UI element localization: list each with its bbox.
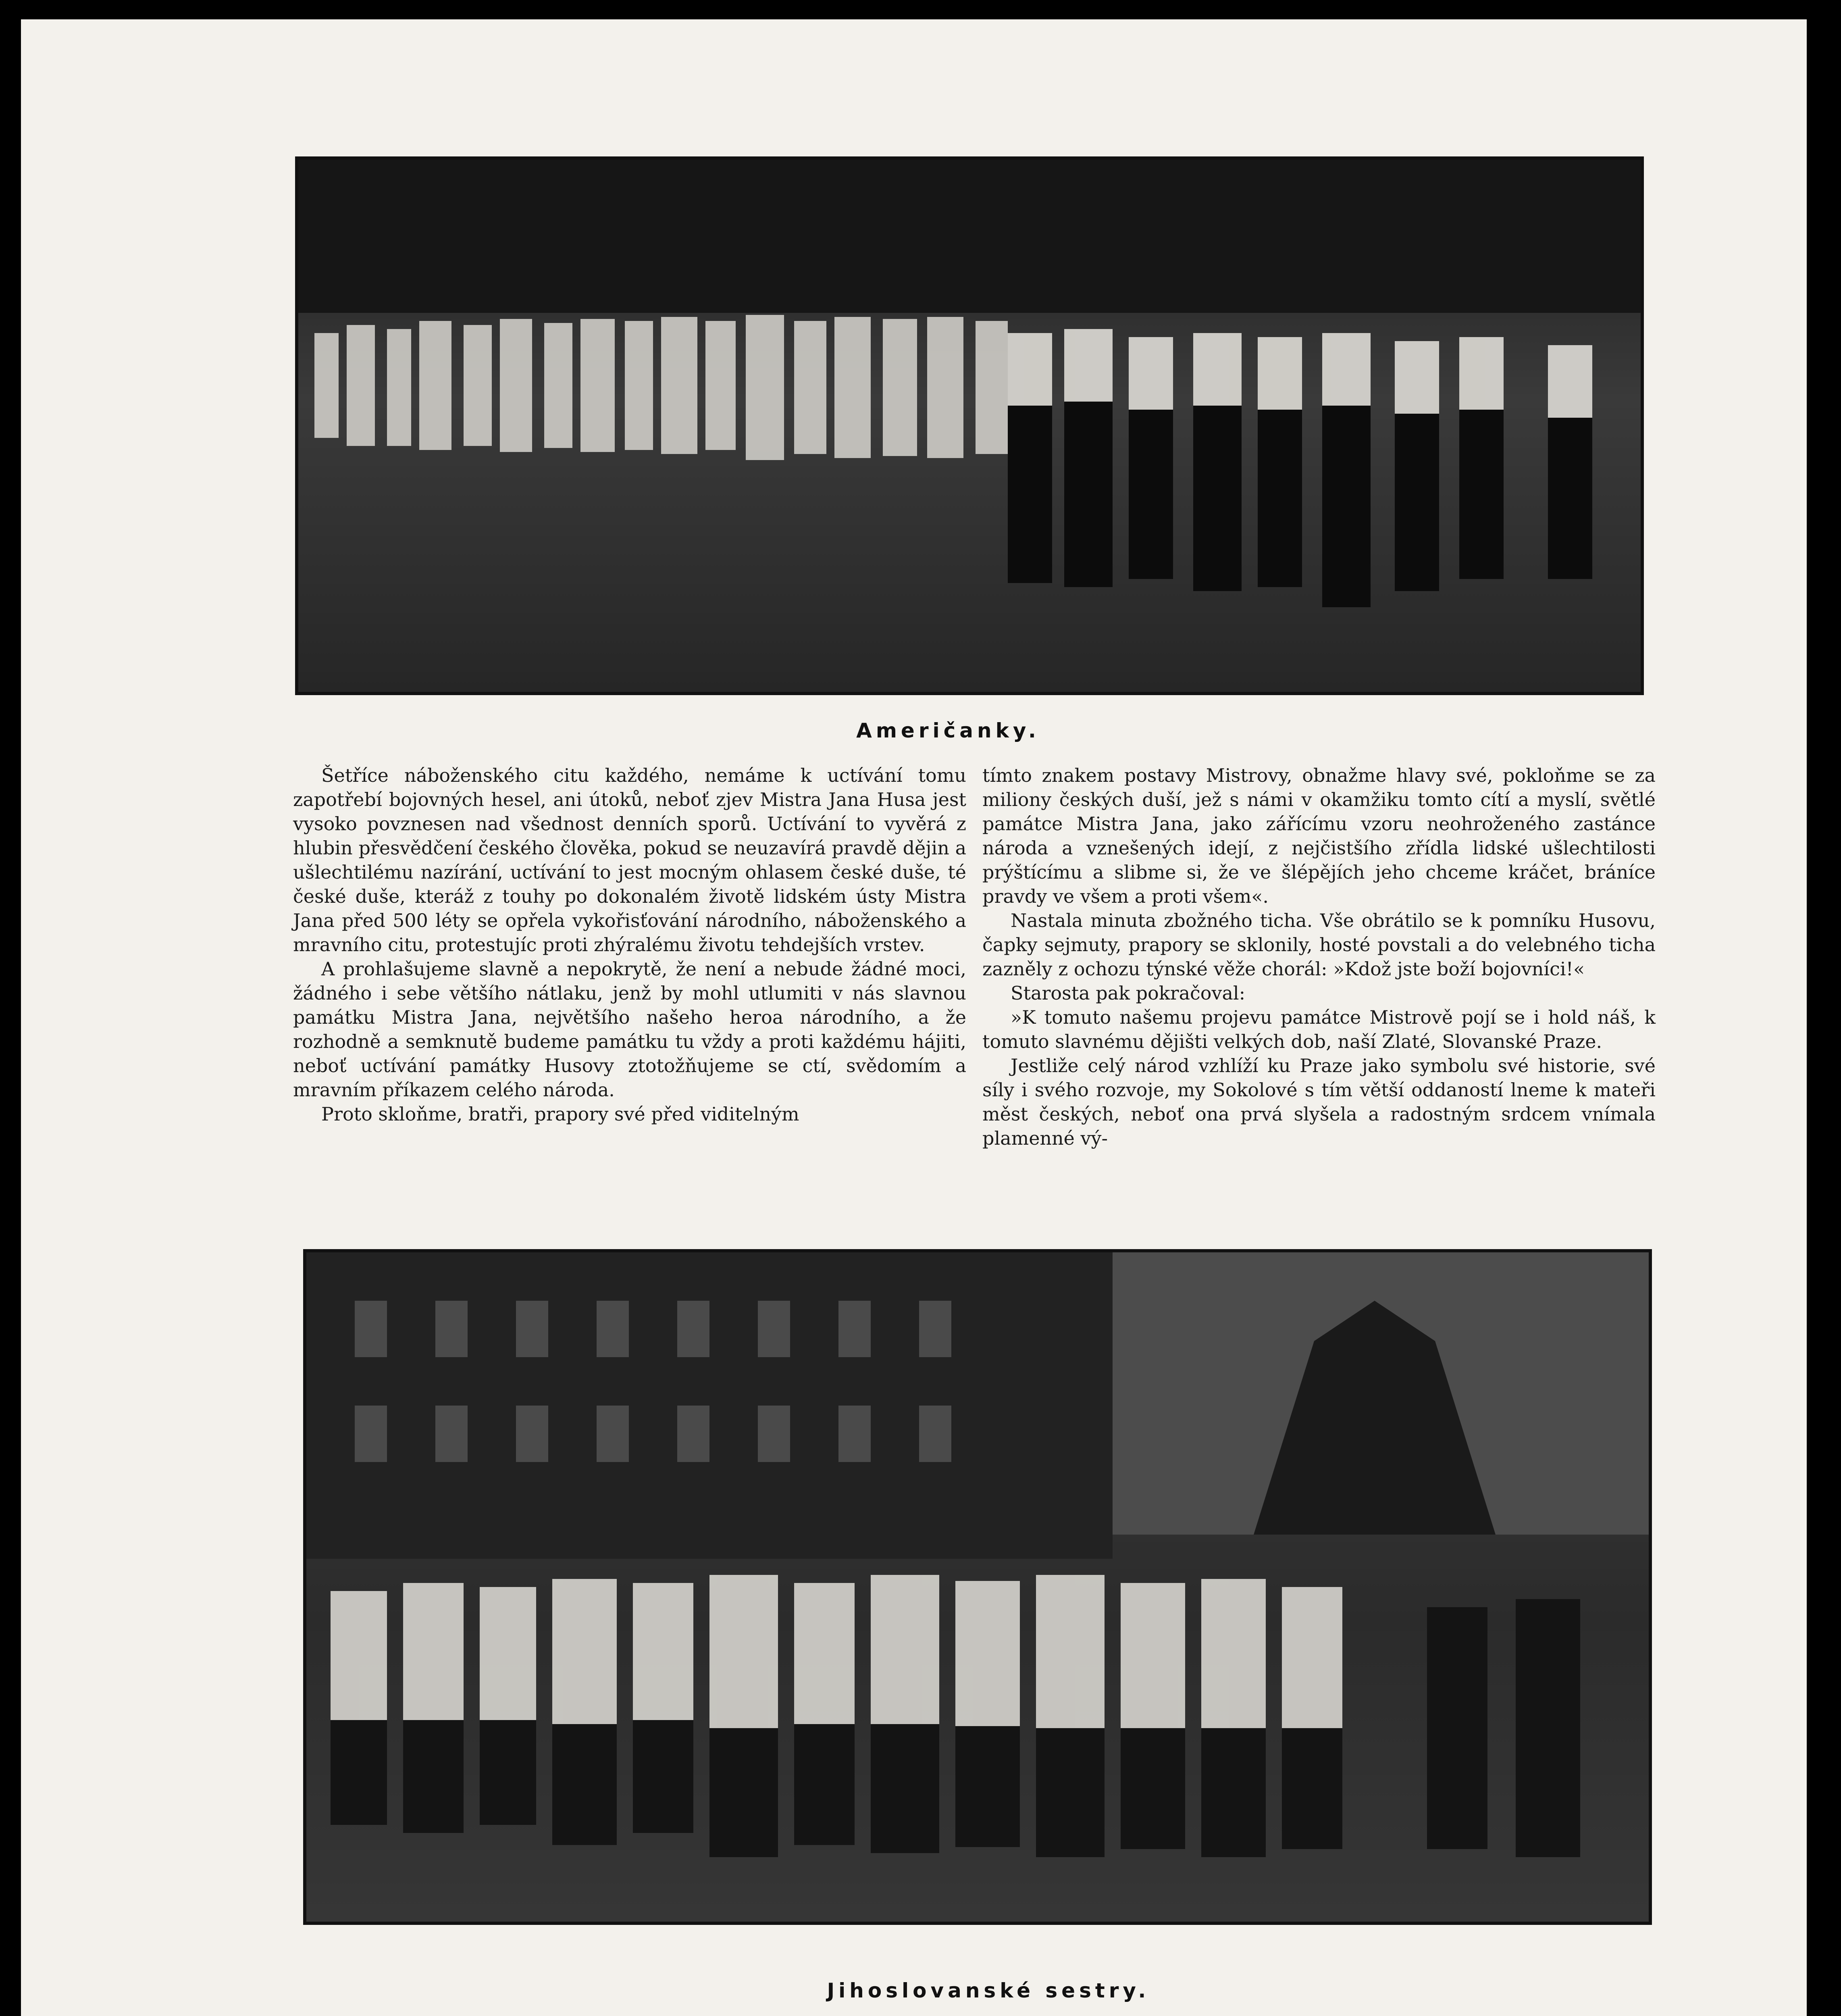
paragraph: Nastala minuta zbožného ticha. Vše obrátilo se k pomníku Husovu, čapky sejmuty, prapory se sklonily, hosté povstali a do velebného ticha zazněly z ochozu týnské věže chorál: »Kdož jste boží bojovníci!« [982, 910, 1656, 980]
parade-photo-image [298, 160, 1641, 692]
paragraph: Starosta pak pokračoval: [1011, 982, 1246, 1004]
magazine-page [21, 19, 1807, 2016]
photo-caption-top: Američanky. [856, 719, 1040, 742]
photo-caption-bottom: Jihoslovanské sestry. [827, 1979, 1150, 2002]
sisters-photo-image [306, 1252, 1649, 1922]
paragraph: A prohlašujeme slavně a nepokrytě, že není a nebude žádné moci, žádného i sebe většího nátlaku, jenž by mohl utlumiti v nás slavnou památku Mistra Jana, největšího našeho heroa národního, a že rozhodně a semknutě budeme památku tu vždy a proti každému hájiti, neboť uctívání památky Husovy ztotožňujeme se ctí, svědomím a mravním příkazem celého národa. [293, 958, 966, 1101]
paragraph: tímto znakem postavy Mistrovy, obnažme hlavy své, pokloňme se za miliony českých duší, jež s námi v okamžiku tomto cítí a myslí, světlé památce Mistra Jana, jako zářícímu vzoru neohroženého zastánce národa a vznešených idejí, z nejčistšího zřídla lidské ušlechtilosti prýštícímu a slibme si, že ve šlépějích jeho chceme kráčet, bráníce pravdy ve všem a proti všem«. [982, 764, 1656, 907]
paragraph: Proto skloňme, bratři, prapory své před viditelným [321, 1103, 799, 1125]
text-column-right [982, 763, 1656, 1150]
photo-american-women-parade [295, 156, 1644, 695]
photo-yugoslav-sisters [303, 1249, 1652, 1925]
paragraph: Jestliže celý národ vzhlíží ku Praze jako symbolu své historie, své síly i svého rozvoje, my Sokolové s tím větší oddaností lneme k mateři měst českých, neboť ona prvá slyšela a radostným srdcem vnímala plamenné vý- [982, 1055, 1656, 1149]
text-column-left [293, 763, 966, 1126]
paragraph: Šetříce náboženského citu každého, nemáme k uctívání tomu zapotřebí bojovných hesel, ani útoků, neboť zjev Mistra Jana Husa jest vysoko povznesen nad všednost denních sporů. Uctívání to vyvěrá z hlubin přesvědčení českého člověka, pokud se neuzavírá pravdě dějin a ušlechtilému nazírání, uctívání to jest mocným ohlasem české duše, té české duše, kteráž z touhy po dokonalém životě lidském ústy Mistra Jana před 500 léty se opřela vykořisťování národního, náboženského a mravního citu, protestujíc proti zhýralému životu tehdejších vrstev. [293, 764, 966, 956]
paragraph: »K tomuto našemu projevu památce Mistrově pojí se i hold náš, k tomuto slavnému dějišti velkých dob, naší Zlaté, Slovanské Praze. [982, 1006, 1656, 1052]
